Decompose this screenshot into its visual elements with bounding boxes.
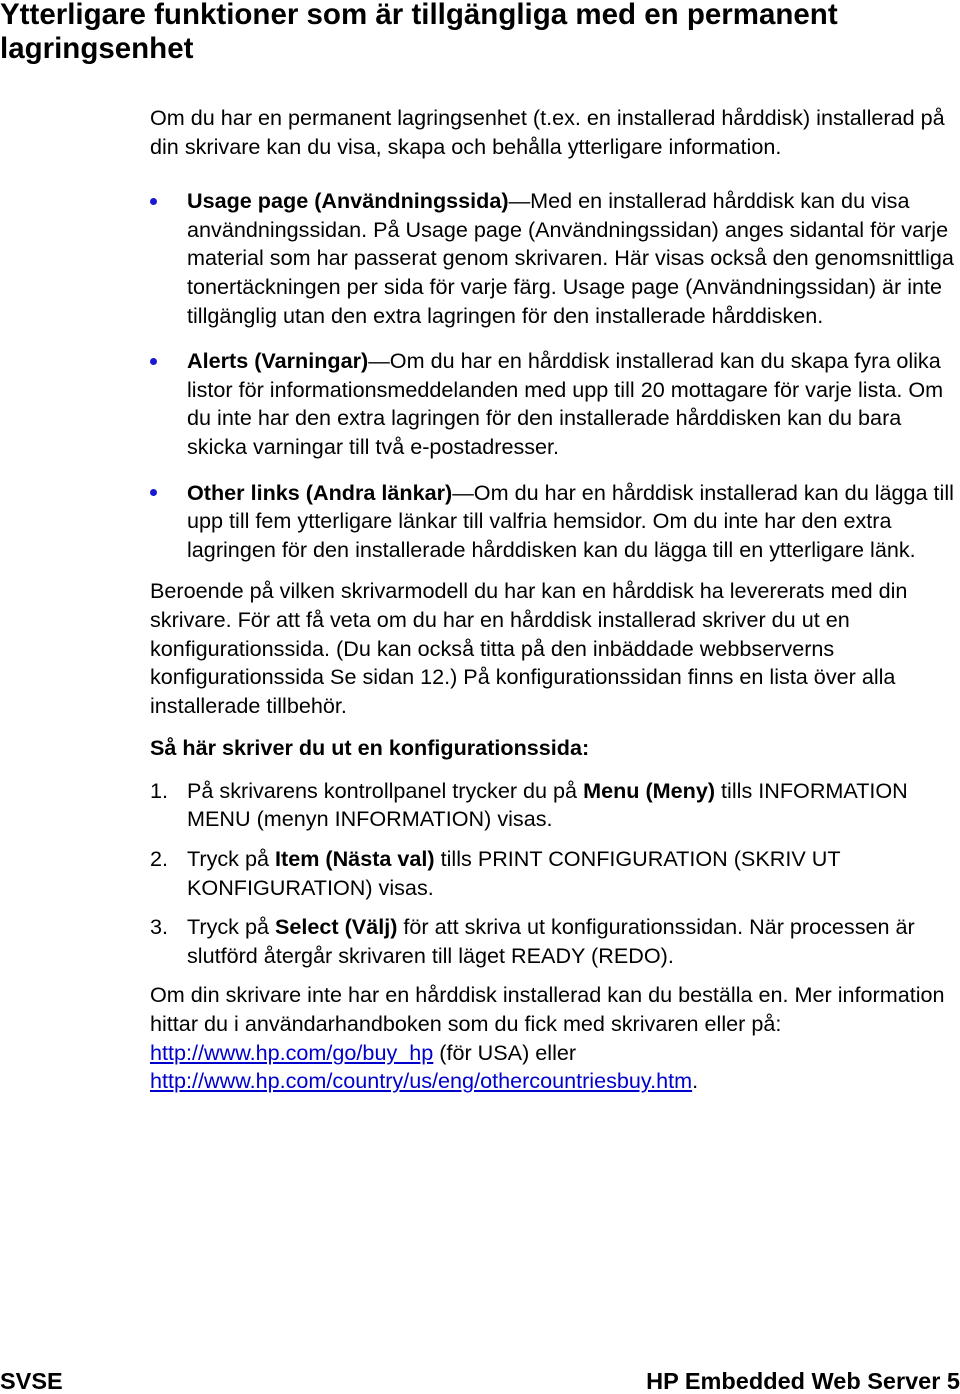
- feature-term: Alerts (Varningar): [187, 348, 369, 374]
- ordering-text: .: [692, 1068, 699, 1094]
- steps-heading: Så här skriver du ut en konfigurationssida:: [150, 735, 590, 761]
- feature-text: Om du har en hårddisk installerad kan du lägga till upp till fem ytterligare länkar till valfria hemsidor. Om du inte har den extra lagringen för den installerade hårddisken kan du lägga till en ytterligare länk.: [187, 479, 954, 562]
- step-text: tills INFORMATION MENU (menyn INFORMATION) visas.: [187, 777, 908, 832]
- feature-list: [150, 187, 956, 564]
- em-dash: —: [508, 188, 531, 214]
- em-dash: —: [368, 348, 390, 374]
- step-text: Tryck på: [187, 846, 275, 872]
- step-item: [150, 777, 956, 834]
- page-heading: Ytterligare funktioner som är tillgängliga med en permanent lagringsenhet: [0, 0, 838, 65]
- feature-text: Om du har en hårddisk installerad kan du skapa fyra olika listor för informationsmeddelanden med upp till 20 mottagare för varje lista. Om du inte har den extra lagringen för den installerade hårddisken kan du bara skicka varningar till två e-postadresser.: [187, 348, 944, 459]
- footer-right: HP Embedded Web Server 5: [646, 1368, 960, 1394]
- buy-hp-link[interactable]: http://www.hp.com/go/buy_hp: [150, 1039, 434, 1065]
- list-item: [150, 347, 956, 461]
- ordering-text: Om din skrivare inte har en hårddisk installerad kan du beställa en. Mer information hittar du i användarhandboken som du fick med skrivaren eller på:: [150, 982, 945, 1037]
- bullet-icon: [150, 198, 157, 205]
- feature-term: Usage page (Användningssida): [187, 188, 509, 214]
- hard-disk-paragraph: Beroende på vilken skrivarmodell du har kan en hårddisk ha levererats med din skrivare. För att få veta om du har en hårddisk installerad skriver du ut en konfigurationssida. (Du kan också titta på den inbäddade webbserverns konfigurationssida Se sidan 12.) På konfigurationssidan finns en lista över alla installerade tillbehör.: [150, 578, 908, 718]
- step-item: [150, 845, 956, 902]
- step-number: 2.: [150, 846, 169, 872]
- list-item: [150, 479, 956, 565]
- main-content: [150, 104, 956, 1096]
- step-key: Item (Nästa val): [275, 846, 435, 872]
- ordering-text: (för USA) eller: [433, 1039, 577, 1065]
- steps-list: [150, 777, 956, 971]
- em-dash: —: [452, 479, 474, 505]
- list-item: [150, 187, 956, 330]
- step-text: för att skriva ut konfigurationssidan. När processen är slutförd återgår skrivaren till läget READY (REDO).: [187, 914, 915, 968]
- step-item: [150, 913, 956, 970]
- bullet-icon: [150, 358, 157, 365]
- other-countries-link[interactable]: http://www.hp.com/country/us/eng/othercountriesbuy.htm: [150, 1068, 693, 1094]
- bullet-icon: [150, 489, 157, 496]
- step-text: Tryck på: [187, 914, 275, 940]
- step-text: På skrivarens kontrollpanel trycker du på: [187, 777, 584, 803]
- feature-term: Other links (Andra länkar): [187, 479, 453, 505]
- intro-paragraph: Om du har en permanent lagringsenhet (t.ex. en installerad hårddisk) installerad på din skrivare kan du visa, skapa och behålla ytterligare information.: [150, 105, 945, 159]
- step-key: Menu (Meny): [583, 777, 716, 803]
- step-number: 3.: [150, 914, 169, 940]
- footer-left: SVSE: [0, 1368, 63, 1394]
- ordering-paragraph: [150, 981, 956, 1095]
- step-text: tills PRINT CONFIGURATION (SKRIV UT KONFIGURATION) visas.: [187, 846, 841, 900]
- step-key: Select (Välj): [275, 914, 398, 940]
- feature-text: Med en installerad hårddisk kan du visa användningssidan. På Usage page (Användningssidan) anges sidantal för varje material som har passerat genom skrivaren. Här visas också den genomsnittliga tonertäckningen per sida för varje färg. Usage page (Användningssidan) är inte tillgänglig utan den extra lagringen för den installerade hårddisken.: [187, 188, 954, 328]
- step-number: 1.: [150, 777, 169, 803]
